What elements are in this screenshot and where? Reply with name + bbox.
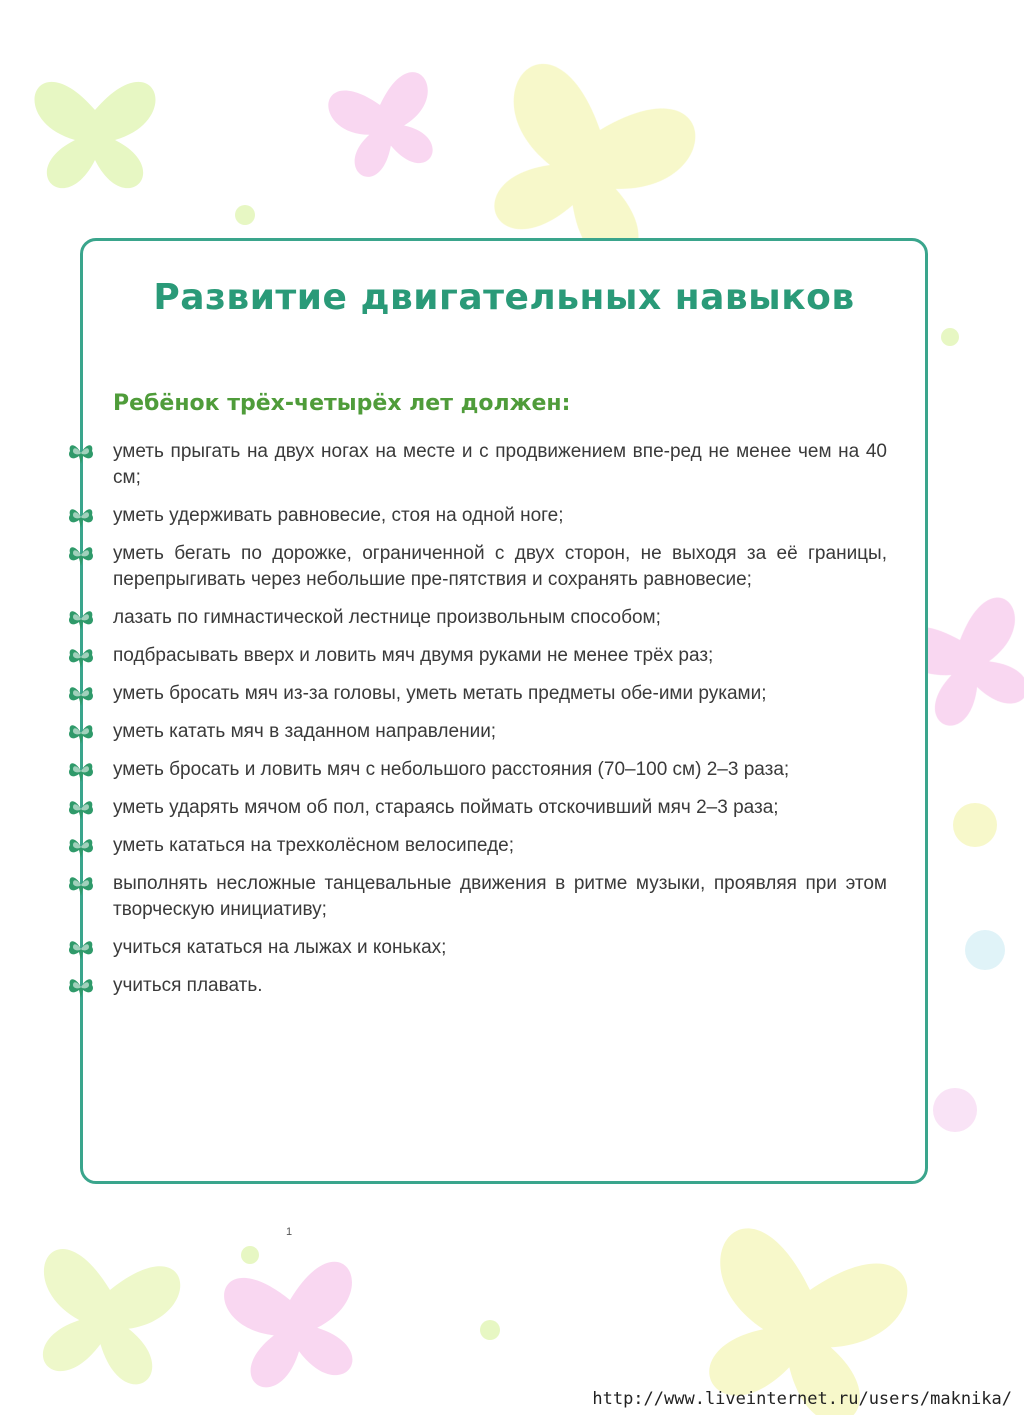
butterfly-decoration [325,69,446,183]
list-item [83,605,887,631]
list-item-text: уметь ударять мячом об пол, стараясь поймать отскочивший мяч 2–3 раза; [113,797,779,818]
butterfly-decoration [27,1246,184,1389]
butterfly-decoration [686,1222,913,1415]
list-item-text: учиться кататься на лыжах и коньках; [113,937,447,958]
list-item-text: уметь удерживать равновесие, стоя на одной ноге; [113,505,564,526]
list-item [83,643,887,669]
page-marker: 1 [286,1226,293,1238]
butterfly-icon [67,606,95,632]
list-item [83,795,887,821]
list-item [83,439,887,491]
list-item [83,681,887,707]
butterfly-icon [67,504,95,530]
page-title: Развитие двигательных навыков [153,277,855,318]
butterfly-icon [67,758,95,784]
butterfly-icon [67,720,95,746]
list-item-text: уметь бросать и ловить мяч с небольшого расстояния (70–100 см) 2–3 раза; [113,759,790,780]
source-url: http://www.liveinternet.ru/users/maknika/ [592,1389,1012,1409]
list-item-text: выполнять несложные танцевальные движения в ритме музыки, проявляя при этом творческую инициативу; [113,873,887,920]
list-item-text: подбрасывать вверх и ловить мяч двумя руками не менее трёх раз; [113,645,714,666]
butterfly-decoration [35,82,156,188]
list-item [83,541,887,593]
skills-list [83,439,887,1011]
list-item-text: уметь прыгать на двух ногах на месте и с продвижением впе-ред не менее чем на 40 см; [113,441,887,488]
list-item [83,833,887,859]
butterfly-icon [67,834,95,860]
butterfly-icon [67,974,95,1000]
content-card [80,238,928,1184]
list-item [83,871,887,923]
list-item-text: уметь кататься на трехколёсном велосипеде; [113,835,515,856]
butterfly-icon [67,644,95,670]
section-subtitle: Ребёнок трёх-четырёх лет должен: [113,391,571,416]
list-item [83,503,887,529]
list-item [83,757,887,783]
butterfly-icon [67,682,95,708]
list-item-text: уметь бросать мяч из-за головы, уметь метать предметы обе-ими руками; [113,683,767,704]
list-item-text: уметь катать мяч в заданном направлении; [113,721,497,742]
list-item [83,719,887,745]
list-item [83,935,887,961]
butterfly-icon [67,936,95,962]
butterfly-icon [67,796,95,822]
butterfly-icon [67,872,95,898]
butterfly-icon [67,440,95,466]
butterfly-decoration [221,1259,368,1392]
list-item [83,973,887,999]
list-item-text: уметь бегать по дорожке, ограниченной с двух сторон, не выходя за её границы, перепрыгивать через небольшие пре-пятствия и сохранять равновесие; [113,543,887,590]
list-item-text: учиться плавать. [113,975,263,996]
list-item-text: лазать по гимнастической лестнице произвольным способом; [113,607,661,628]
butterfly-icon [67,542,95,568]
